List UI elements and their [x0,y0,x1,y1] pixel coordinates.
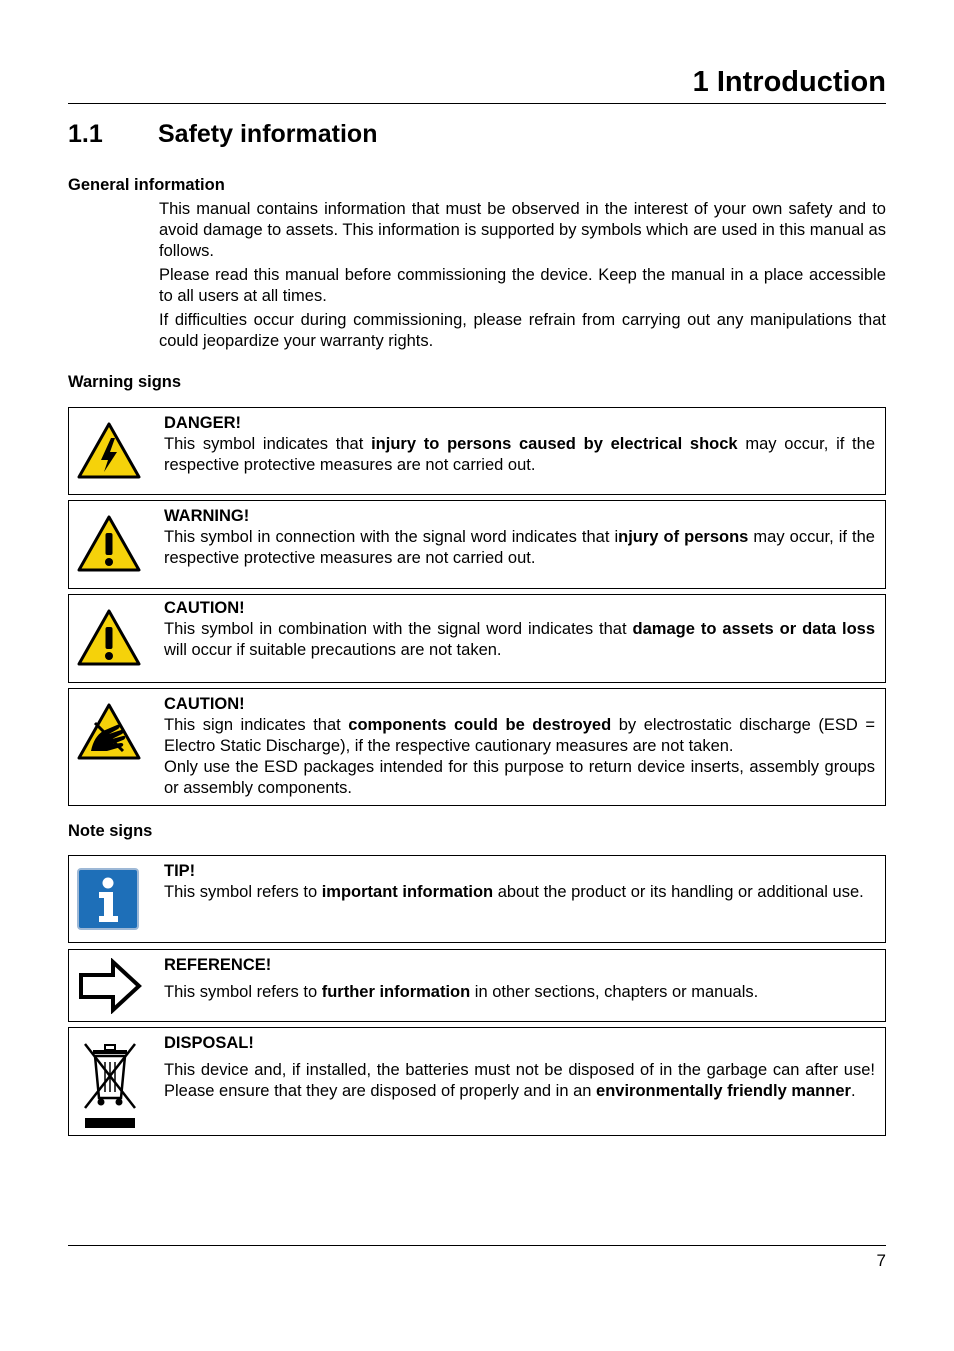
section-title [68,120,377,149]
reference-content [164,955,875,1003]
chapter-title: 1 Introduction [692,66,886,98]
reference-box [68,949,886,1022]
paragraph: Please read this manual before commissioning the device. Keep the manual in a place accessible to all users at all times. [159,266,886,305]
caution-icon [77,609,141,667]
footer-rule [68,1245,886,1246]
crossed-bin-icon [79,1040,141,1130]
disposal-title: DISPOSAL! [164,1034,254,1052]
warning-icon [77,515,141,573]
danger-text: This symbol indicates that injury to persons caused by electrical shock may occur, if the respective protective measures are not carried out. [164,435,875,474]
esd-caution-box [68,688,886,806]
reference-title: REFERENCE! [164,956,272,974]
esd-title: CAUTION! [164,695,245,713]
warning-text: This symbol in connection with the signal word indicates that injury of persons may occur, if the respective protective measures are not carried out. [164,528,875,567]
caution-title: CAUTION! [164,599,245,617]
general-information-body [159,199,886,355]
caution-content [164,598,875,661]
warning-content [164,506,875,569]
general-information-heading: General information [68,176,225,194]
arrow-right-icon [77,958,143,1014]
disposal-text: This device and, if installed, the batteries must not be disposed of in the garbage can after use! Please ensure that they are disposed of properly and in an environmentally friendly manner. [164,1061,875,1100]
section-title-text: Safety information [158,120,378,148]
tip-title: TIP! [164,862,196,880]
disposal-box [68,1027,886,1136]
danger-title: DANGER! [164,414,241,432]
note-signs-heading: Note signs [68,822,153,840]
caution-box [68,594,886,683]
electrical-hazard-icon [77,422,141,480]
warning-box [68,500,886,589]
disposal-content [164,1033,875,1102]
warning-signs-heading: Warning signs [68,373,182,391]
header-rule [68,103,886,104]
esd-content [164,694,875,799]
danger-content [164,413,875,476]
section-number: 1.1 [68,120,103,148]
paragraph: This manual contains information that must be observed in the interest of your own safety and to avoid damage to assets. This information is supported by symbols which are used in this manual as follows. [159,200,886,260]
tip-content [164,861,875,903]
esd-text: This sign indicates that components could be destroyed by electrostatic discharge (ESD = Electro Static Discharge), if the respective cautionary measures are not taken. [164,716,875,755]
caution-text: This symbol in combination with the signal word indicates that damage to assets or data loss will occur if suitable precautions are not taken. [164,620,875,659]
esd-text-2: Only use the ESD packages intended for this purpose to return device inserts, assembly groups or assembly components. [164,758,875,797]
page-number: 7 [876,1251,886,1270]
info-icon [77,868,139,930]
tip-box [68,855,886,943]
danger-box [68,407,886,495]
paragraph: If difficulties occur during commissioning, please refrain from carrying out any manipulations that could jeopardize your warranty rights. [159,311,886,350]
tip-text: This symbol refers to important information about the product or its handling or additional use. [164,883,864,901]
reference-text: This symbol refers to further information in other sections, chapters or manuals. [164,983,759,1001]
warning-title: WARNING! [164,507,250,525]
esd-hand-icon [77,703,141,761]
